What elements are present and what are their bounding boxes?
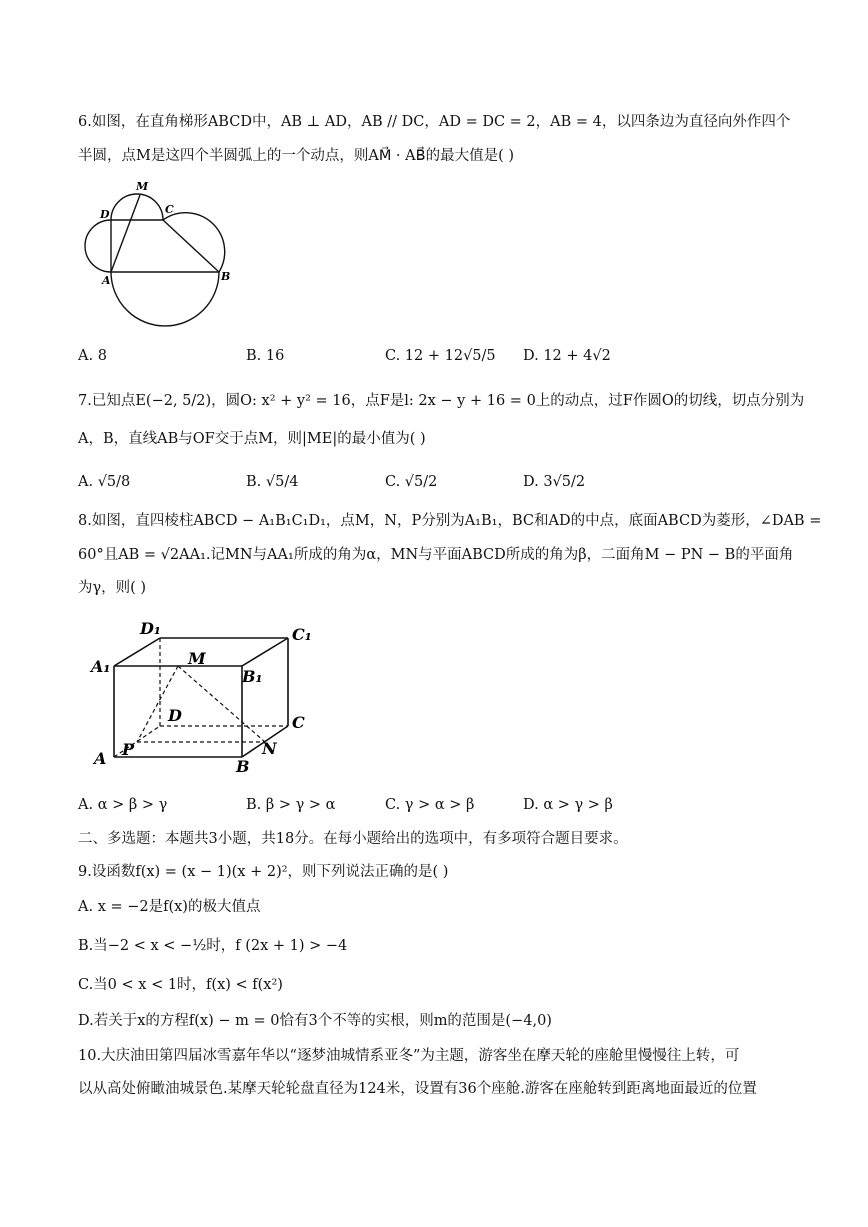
- q8-choice-c: C. γ > α > β: [385, 797, 475, 813]
- q6-figure: [76, 178, 241, 338]
- q6-choice-a: A. 8: [78, 348, 107, 364]
- q6-label-c: C: [165, 203, 174, 216]
- q6-label-b: B: [221, 270, 231, 283]
- q7-choice-c: C. √5/2: [385, 474, 438, 490]
- q9-option-b: B.当−2 < x < −½时，f (2x + 1) > −4: [78, 938, 348, 954]
- q6-choice-b: B. 16: [246, 348, 285, 364]
- q8-choice-d: D. α > γ > β: [523, 797, 613, 813]
- q6-stem-line2: 半圆，点M是这四个半圆弧上的一个动点，则AM⃗ · AB⃗的最大值是( ): [78, 148, 514, 164]
- q9-option-a: A. x = −2是f(x)的极大值点: [78, 899, 261, 915]
- q6-choice-c: C. 12 + 12√5/5: [385, 348, 496, 364]
- q6-label-m: M: [136, 180, 149, 193]
- q8-label-c: C: [292, 713, 305, 732]
- q8-label-a1: A₁: [91, 657, 111, 676]
- q7-stem-line2: A，B，直线AB与OF交于点M，则|ME|的最小值为( ): [78, 431, 426, 447]
- q8-label-d1: D₁: [140, 619, 161, 638]
- q7-choice-b: B. √5/4: [246, 474, 299, 490]
- q8-label-c1: C₁: [292, 625, 312, 644]
- q9-option-d: D.若关于x的方程f(x) − m = 0恰有3个不等的实根，则m的范围是(−4,0): [78, 1013, 552, 1029]
- q8-choice-b: B. β > γ > α: [246, 797, 336, 813]
- q9-stem: 9.设函数f(x) = (x − 1)(x + 2)²，则下列说法正确的是( ): [78, 864, 449, 880]
- q7-stem-line1: 7.已知点E(−2, 5/2)，圆O: x² + y² = 16，点F是l: 2x − y + 16 = 0上的动点，过F作圆O的切线，切点分别为: [78, 393, 805, 409]
- q8-label-m: M: [188, 649, 206, 668]
- q6-label-d: D: [100, 208, 110, 221]
- q10-stem-line2: 以从高处俯瞰油城景色.某摩天轮轮盘直径为124米，设置有36个座舱.游客在座舱转到距离地面最近的位置: [78, 1081, 757, 1097]
- q8-label-b1: B₁: [242, 667, 263, 686]
- q8-stem-line2: 60°且AB = √2AA₁.记MN与AA₁所成的角为α，MN与平面ABCD所成的角为β，二面角M − PN − B的平面角: [78, 547, 794, 563]
- q9-option-c: C.当0 < x < 1时，f(x) < f(x²): [78, 977, 283, 993]
- section-2-heading: 二、多选题：本题共3小题，共18分。在每小题给出的选项中，有多项符合题目要求。: [78, 831, 628, 847]
- q6-choice-d: D. 12 + 4√2: [523, 348, 611, 364]
- q8-label-n: N: [262, 739, 277, 758]
- q8-figure: [88, 614, 318, 774]
- q6-label-a: A: [102, 274, 111, 287]
- q8-choice-a: A. α > β > γ: [78, 797, 168, 813]
- q7-choice-d: D. 3√5/2: [523, 474, 586, 490]
- q8-stem-line1: 8.如图，直四棱柱ABCD − A₁B₁C₁D₁，点M，N，P分别为A₁B₁，BC和AD的中点，底面ABCD为菱形，∠DAB =: [78, 513, 822, 529]
- q8-label-b: B: [236, 757, 250, 774]
- q7-choice-a: A. √5/8: [78, 474, 131, 490]
- q8-label-d: D: [168, 706, 182, 725]
- q8-label-p: P: [122, 740, 135, 759]
- q8-label-a: A: [94, 749, 107, 768]
- q6-stem-line1: 6.如图，在直角梯形ABCD中，AB ⊥ AD，AB // DC，AD = DC = 2，AB = 4，以四条边为直径向外作四个: [78, 114, 791, 130]
- q10-stem-line1: 10.大庆油田第四届冰雪嘉年华以“逐梦油城情系亚冬”为主题，游客坐在摩天轮的座舱里慢慢往上转，可: [78, 1048, 740, 1064]
- q8-stem-line3: 为γ，则( ): [78, 580, 147, 596]
